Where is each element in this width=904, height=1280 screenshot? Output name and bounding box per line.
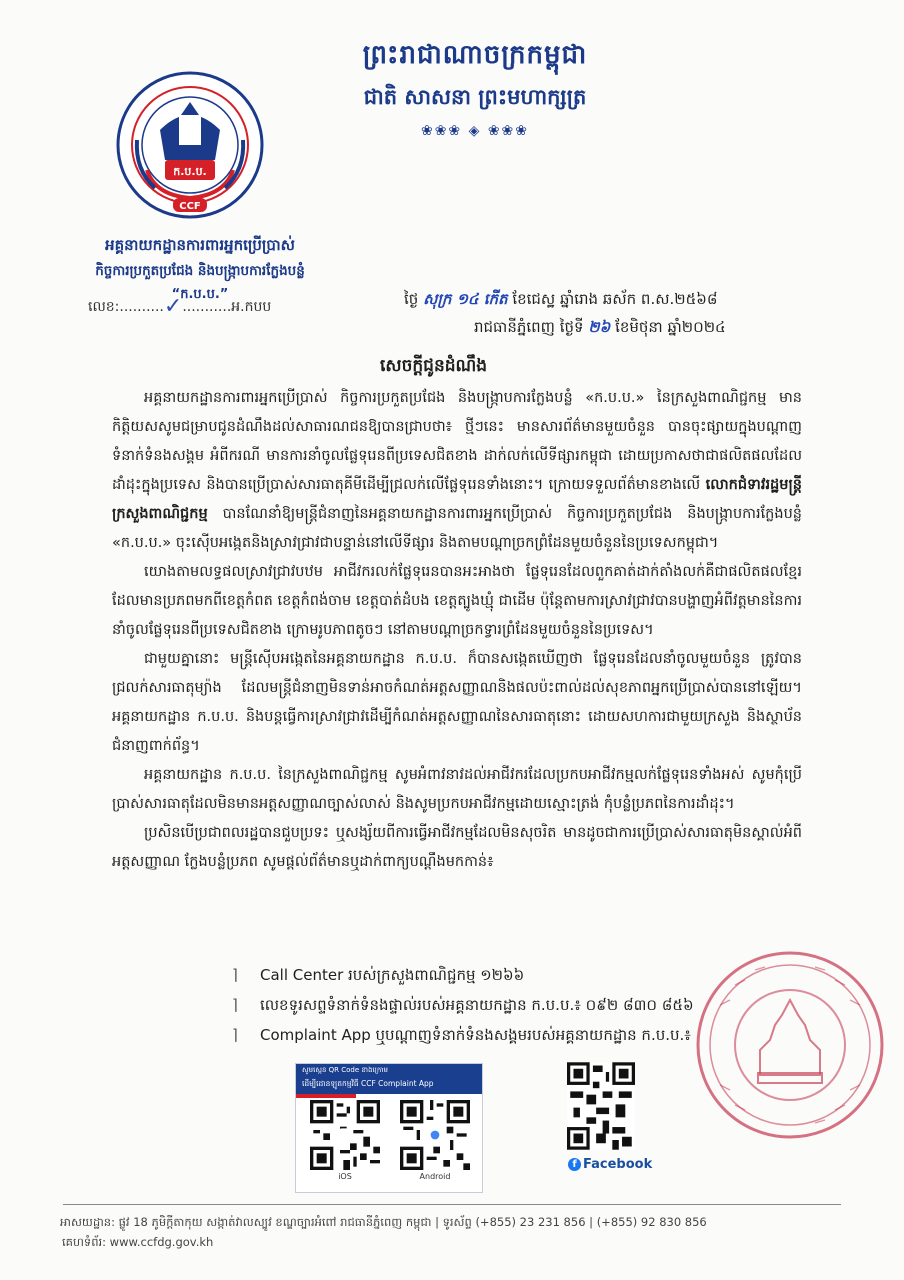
footer-website[interactable]: គេហទំព័រ: www.ccfdg.gov.kh	[62, 1235, 214, 1249]
national-motto: ជាតិ សាសនា ព្រះមហាក្សត្រ	[363, 85, 587, 109]
contact-bullet: ⌉	[232, 966, 238, 984]
official-seal	[690, 945, 890, 1145]
qr-header-line1: សូមស្កេន QR Code ខាងក្រោម	[302, 1066, 388, 1074]
accent-bar	[296, 1094, 356, 1098]
app-qr-panel	[295, 1063, 483, 1193]
lunar-handwritten: សុក្រ ១៤ កើត	[423, 290, 508, 308]
ornament-divider: ❀❀❀ ◈ ❀❀❀	[420, 123, 530, 139]
paragraph-4: អគ្គនាយកដ្ឋាន ក.ប.ប. នៃក្រសួងពាណិជ្ជកម្ម សូមអំពាវនាវដល់អាជីវករដែលប្រកបអាជីវកម្មលក់ផ្លែទុរេនទាំងអស់ សូមកុំប្រើប្រាស់សារធាតុដែលមិនមានអត្តសញ្ញាណច្បាស់លាស់ និងសូមប្រកបអាជីវកម្មដោយស្មោះត្រង់ កុំបន្លំប្រភពនៃការដាំដុះ។	[112, 767, 802, 812]
doc-number-suffix: ...........អ.កបប	[182, 299, 272, 315]
kingdom-header	[330, 38, 620, 139]
department-abbr: “ក.ប.ប.”	[171, 287, 229, 302]
footer	[60, 1212, 850, 1252]
facebook-label: Facebook	[583, 1157, 653, 1172]
qr-panel-header	[296, 1064, 482, 1094]
paragraph-5: ប្រសិនបើប្រជាពលរដ្ឋបានជួបប្រទះ ឬសង្ស័យពីការធ្វើអាជីវកម្មដែលមិនសុចរិត មានដូចជាការប្រើប្រាស់សារធាតុមិនស្គាល់អំពីអត្តសញ្ញាណ ក្លែងបន្លំប្រភព សូមផ្តល់ព័ត៌មានឬដាក់ពាក្យបណ្តឹងមកកាន់៖	[112, 825, 802, 870]
doc-number-prefix: លេខ:..........	[88, 299, 164, 315]
minister-title: លោកជំទាវរដ្ឋមន្ត្រីក្រសួងពាណិជ្ជកម្ម	[112, 477, 802, 522]
paragraph-3: ជាមួយគ្នានោះ មន្ត្រីស៊ើបអង្កេតនៃអគ្គនាយកដ្ឋាន ក.ប.ប. ក៏បានសង្កេតឃើញថា ផ្លែទុរេនដែលនាំចូលមួយចំនួន ត្រូវបានជ្រលក់សារធាតុម្យ៉ាង ដែលមន្ត្រីជំនាញមិនទាន់អាចកំណត់អត្តសញ្ញាណនិងផលប៉ះពាល់ដល់សុខភាពអ្នកប្រើប្រាស់បាននៅឡើយ។ អគ្គនាយកដ្ឋាន ក.ប.ប. និងបន្តធ្វើការស្រាវជ្រាវដើម្បីកំណត់អត្តសញ្ញាណនៃសារធាតុនោះ ដោយសហការជាមួយក្រសួង និងស្ថាប័នជំនាញពាក់ព័ន្ធ។	[112, 651, 802, 754]
logo-abbr: ក.ប.ប.	[173, 165, 207, 178]
solar-day-handwritten: ២៦	[588, 318, 611, 336]
ccf-logo	[115, 70, 265, 220]
document-title: សេចក្តីជូនដំណឹង	[380, 356, 488, 376]
contact-bullet: ⌉	[232, 996, 238, 1014]
contact-call-center: Call Center របស់ក្រសួងពាណិជ្ជកម្ម ១២៦៦	[260, 966, 525, 984]
lunar-prefix: ថ្ងៃ	[404, 290, 419, 308]
contact-list	[232, 960, 694, 1050]
paragraph-1a: អគ្គនាយកដ្ឋានការពារអ្នកប្រើប្រាស់ កិច្ចការប្រកួតប្រជែង និងបង្ក្រាបការក្លែងបន្លំ «ក.ប.ប.» នៃក្រសួងពាណិជ្ជកម្ម មានកិត្តិយសសូមជម្រាបជូនដំណឹងដល់សាធារណជនឱ្យបានជ្រាបថា៖ ថ្មីៗនេះ មានសារព័ត៌មានមួយចំនួន បានចុះផ្សាយក្នុងបណ្តាញទំនាក់ទំនងសង្គម អំពីករណី មានការនាំចូលផ្លែទុរេនពីប្រទេសជិតខាង ដាក់លក់លើទីផ្សារកម្ពុជា ដោយប្រកាសថាជាផលិតផលដែលដាំដុះក្នុងប្រទេស និងបានប្រើប្រាស់សារធាតុគីមីដើម្បីជ្រលក់លើផ្លែទុរេនទាំងនោះ។ ក្រោយទទួលព័ត៌មានខាងលើ	[112, 390, 802, 493]
android-qr-code[interactable]	[400, 1100, 470, 1170]
solar-prefix: រាជធានីភ្នំពេញ ថ្ងៃទី	[474, 318, 584, 336]
department-line2: កិច្ចការប្រកួតប្រជែង និងបង្ក្រាបការក្លែងបន្លំ	[95, 263, 305, 279]
contact-item	[232, 960, 694, 990]
ios-label: iOS	[338, 1172, 352, 1181]
solar-rest: ខែមិថុនា ឆ្នាំ២០២៤	[615, 318, 726, 336]
footer-divider	[63, 1204, 841, 1205]
check-mark-icon: ✓	[163, 294, 183, 319]
contact-item	[232, 990, 694, 1020]
facebook-qr-code[interactable]	[567, 1062, 635, 1152]
contact-app: Complaint App ឬបណ្តាញទំនាក់ទំនងសង្គមរបស់អគ្គនាយកដ្ឋាន ក.ប.ប.៖	[260, 1026, 691, 1044]
facebook-link[interactable]	[568, 1157, 652, 1172]
paragraph-1	[112, 384, 802, 558]
kingdom-title: ព្រះរាជាណាចក្រកម្ពុជា	[362, 40, 588, 70]
notice-body	[112, 384, 802, 877]
footer-address: អាសយដ្ឋាន: ផ្លូវ 18 ភូមិក្តីតាកុយ សង្កាត់វាលស្បូវ ខណ្ឌច្បារអំពៅ រាជធានីភ្នំពេញ កម្ពុជា | ទូរស័ព្ទ (+855) 23 231 856 | (+855) 92 830 856	[60, 1215, 707, 1229]
paragraph-2: យោងតាមលទ្ធផលស្រាវជ្រាវបឋម អាជីវករលក់ផ្លែទុរេនបានអះអាងថា ផ្លែទុរេនដែលពួកគាត់ដាក់តាំងលក់គឺជាផលិតផលខ្មែរ ដែលមានប្រភពមកពីខេត្តកំពត ខេត្តកំពង់ចាម ខេត្តបាត់ដំបង ខេត្តត្បូងឃ្មុំ ជាដើម ប៉ុន្តែតាមការស្រាវជ្រាវបានបង្ហាញអំពីវត្តមាននៃការនាំចូលផ្លែទុរេនពីប្រទេសជិតខាង ក្រោមរូបភាពតូចៗ នៅតាមបណ្តាច្រកទ្វារព្រំដែនមួយចំនួននៃប្រទេស។	[112, 564, 802, 638]
contact-bullet: ⌉	[232, 1026, 238, 1044]
contact-item	[232, 1020, 694, 1050]
lunar-rest: ខែជេស្ឋ ឆ្នាំរោង ឆស័ក ព.ស.២៥៦៨	[512, 290, 718, 308]
facebook-icon: f	[568, 1158, 581, 1171]
qr-header-line2: ដើម្បីដោនឡូតកម្មវិធី CCF Complaint App	[302, 1079, 434, 1088]
solar-date	[474, 318, 726, 340]
document-number	[88, 292, 271, 318]
contact-phone: លេខទូរសព្ទទំនាក់ទំនងផ្ទាល់របស់អគ្គនាយកដ្ឋាន ក.ប.ប.៖ ០៩២ ៨៣០ ៨៥៦	[260, 996, 694, 1014]
department-line1: អគ្គនាយកដ្ឋានការពារអ្នកប្រើប្រាស់	[105, 236, 295, 254]
lunar-date	[404, 290, 717, 312]
logo-ccf: CCF	[179, 201, 201, 212]
paragraph-1b: បានណែនាំឱ្យមន្ត្រីជំនាញនៃអគ្គនាយកដ្ឋានការពារអ្នកប្រើប្រាស់ កិច្ចការប្រកួតប្រជែង និងបង្ក្រាបការក្លែងបន្លំ «ក.ប.ប.» ចុះស៊ើបអង្កេតនិងស្រាវជ្រាវជាបន្ទាន់នៅលើទីផ្សារ និងតាមបណ្តាច្រកព្រំដែនមួយចំនួននៃប្រទេសកម្ពុជា។	[112, 506, 803, 551]
android-label: Android	[419, 1172, 451, 1181]
ios-qr-code[interactable]	[310, 1100, 380, 1170]
